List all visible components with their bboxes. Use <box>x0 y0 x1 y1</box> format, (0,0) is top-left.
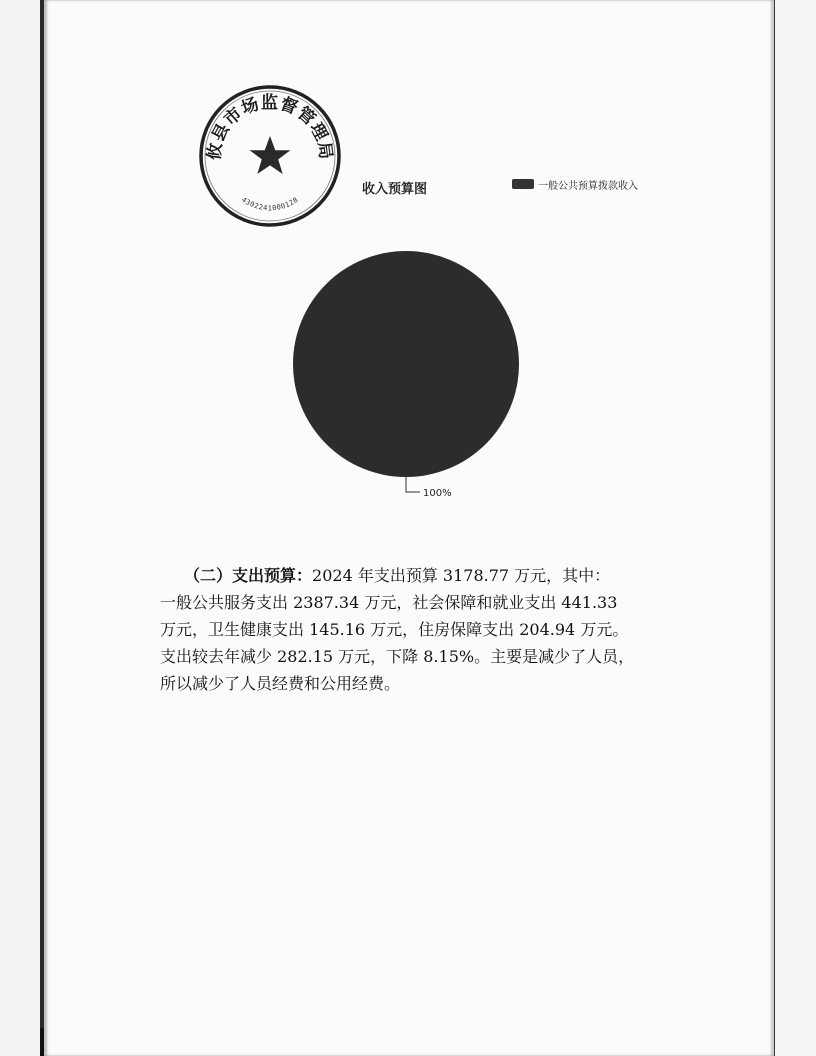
expenditure-budget-paragraph <box>160 562 670 697</box>
scan-left-margin <box>0 0 44 1056</box>
svg-text:攸县市场监督管理局: 攸县市场监督管理局 <box>204 92 336 162</box>
text-line-1 <box>160 562 670 589</box>
pie-slice-0 <box>293 251 519 477</box>
pie-leader-line-0 <box>406 475 420 492</box>
scan-right-margin <box>774 0 816 1056</box>
svg-text:4302241000128: 4302241000128 <box>240 195 300 213</box>
section-heading: （二）支出预算： <box>192 566 313 585</box>
legend-swatch <box>512 179 534 189</box>
legend-label: 一般公共预算拨款收入 <box>538 180 638 192</box>
text-line-2: 一般公共服务支出 2387.34 万元，社会保障和就业支出 441.33 <box>160 593 618 612</box>
text-line-5: 所以减少了人员经费和公用经费。 <box>160 674 401 693</box>
official-seal-stamp <box>198 84 342 228</box>
pie-data-label-0: 100% <box>423 488 452 499</box>
text-line-4: 支出较去年减少 282.15 万元，下降 8.15%。主要是减少了人员， <box>160 647 635 666</box>
pie-chart <box>288 250 528 500</box>
text-line-1-rest: 2024 年支出预算 3178.77 万元，其中： <box>312 566 611 585</box>
document-page <box>44 0 774 1056</box>
chart-legend <box>512 176 638 192</box>
text-line-3: 万元，卫生健康支出 145.16 万元，住房保障支出 204.94 万元。 <box>160 620 629 639</box>
chart-title: 收入预算图 <box>362 182 428 197</box>
seal-star-icon <box>250 136 291 174</box>
